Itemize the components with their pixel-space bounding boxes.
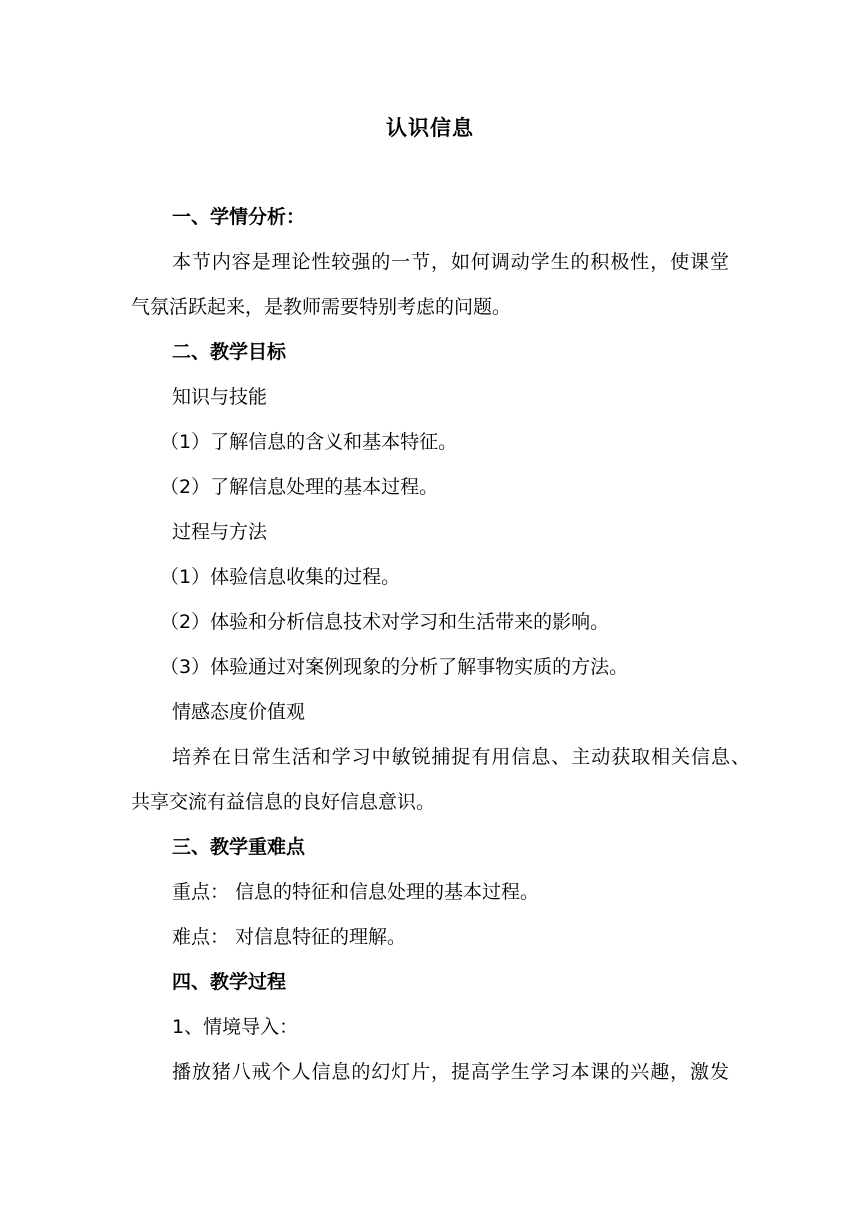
section-heading-learning-analysis: 一、学情分析： [172,206,306,228]
step-heading-scenario-intro: 1、情境导入： [172,1016,299,1038]
subheading-process-methods: 过程与方法 [172,521,268,543]
paragraph-line: 播放猪八戒个人信息的幻灯片，提高学生学习本课的兴趣，激发 [172,1061,729,1083]
paragraph-line: 气氛活跃起来，是教师需要特别考虑的问题。 [131,296,512,318]
list-item: （1）体验信息收集的过程。 [160,566,401,588]
paragraph-line: 共享交流有益信息的良好信息意识。 [131,791,436,813]
subheading-attitudes-values: 情感态度价值观 [172,701,306,723]
section-heading-teaching-process: 四、教学过程 [172,971,287,993]
list-item: （1）了解信息的含义和基本特征。 [160,431,458,453]
list-item: （2）体验和分析信息技术对学习和生活带来的影响。 [160,611,610,633]
list-item: （2）了解信息处理的基本过程。 [160,476,439,498]
paragraph-line: 本节内容是理论性较强的一节，如何调动学生的积极性，使课堂 [172,251,729,273]
difficult-point-text: 难点： 对信息特征的理解。 [172,926,407,948]
key-point-text: 重点： 信息的特征和信息处理的基本过程。 [172,881,540,903]
document-title: 认识信息 [386,116,474,140]
list-item: （3）体验通过对案例现象的分析了解事物实质的方法。 [160,656,629,678]
subheading-knowledge-skills: 知识与技能 [172,386,268,408]
section-heading-teaching-goals: 二、教学目标 [172,341,287,363]
section-heading-key-difficult-points: 三、教学重难点 [172,836,306,858]
paragraph-line: 培养在日常生活和学习中敏锐捕捉有用信息、主动获取相关信息、 [172,746,750,768]
